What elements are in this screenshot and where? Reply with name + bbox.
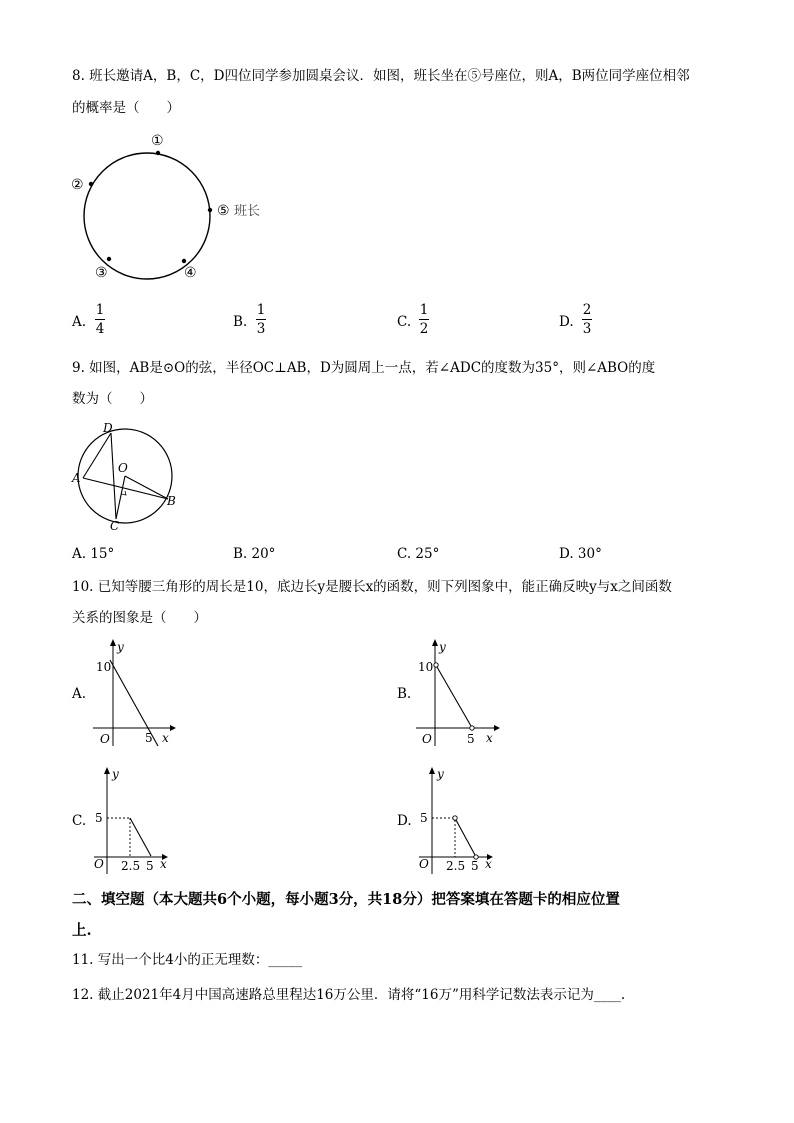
radius-ob [125,476,168,499]
q9-stem-line2: 数为（ ） [72,391,153,407]
q8-option-c-letter: C. [397,314,412,330]
q10-option-b-letter: B. [397,686,412,702]
seat-1-label: ① [151,133,164,149]
denominator: 4 [95,321,105,337]
svg-text:5: 5 [146,859,154,873]
q8-option-b-fraction [256,302,266,337]
denominator: 3 [256,321,266,337]
q9-option-a: A. 15° [72,546,115,562]
graph-b-open-endpoint-bottom [470,726,474,730]
svg-text:10: 10 [418,660,434,674]
q10-graph-c [90,764,180,876]
seat-4-label: ④ [184,265,197,281]
segment-ad [83,433,111,478]
q9-option-b: B. 20° [233,546,276,562]
q8-option-b-letter: B. [233,314,248,330]
seat-3-dot [107,257,111,261]
seat-2-label: ② [71,177,84,193]
seat-4-dot [182,259,186,263]
q10-option-a-letter: A. [72,686,87,702]
q8-option-d-letter: D. [559,314,574,330]
denominator: 3 [582,321,592,337]
seat-5-dot [208,208,212,212]
graph-d-line [456,820,475,855]
label-b: B [167,494,176,508]
svg-text:2.5: 2.5 [121,859,141,873]
segment-dc [111,433,116,519]
svg-text:5: 5 [471,859,479,873]
numerator: 1 [95,302,105,318]
label-a: A [72,471,81,485]
q10-stem-line1: 10. 已知等腰三角形的周长是10，底边长y是腰长x的函数，则下列图象中，能正确反映y与x之间函数 [72,579,672,595]
q10-option-d-letter: D. [397,813,412,829]
svg-text:5: 5 [145,731,153,745]
q8-option-c-fraction [419,302,429,337]
svg-text:O: O [100,732,110,746]
svg-text:5: 5 [95,811,103,825]
radius-oc [116,476,125,519]
q9-stem-line1: 9. 如图，AB是⊙O的弦，半径OC⊥AB，D为圆周上一点，若∠ADC的度数为35°，则∠ABO的度 [72,360,656,376]
seat-2-dot [89,182,93,186]
svg-text:x: x [162,731,169,745]
q10-graph-a [88,636,188,748]
q10-graph-b [410,636,510,748]
label-d: D [103,421,113,435]
svg-text:O: O [422,732,432,746]
numerator: 1 [419,302,429,318]
svg-text:x: x [486,731,493,745]
svg-text:y: y [439,640,446,654]
label-o: O [118,461,128,475]
q8-stem-line2: 的概率是（ ） [72,100,180,116]
q9-option-c: C. 25° [397,546,440,562]
q10-graph-d [415,764,505,876]
graph-b-open-endpoint-top [434,663,438,667]
svg-text:10: 10 [96,660,112,674]
numerator: 2 [582,302,592,318]
q8-option-d-fraction [582,302,592,337]
svg-text:O: O [94,857,104,871]
denominator: 2 [419,321,429,337]
numerator: 1 [256,302,266,318]
svg-text:y: y [437,767,444,781]
graph-d-open-endpoint-top [453,816,457,820]
svg-text:O: O [419,857,429,871]
round-table-circle [84,153,210,279]
svg-text:5: 5 [467,732,475,746]
section-2-heading-line2: 上. [72,922,92,939]
q11-stem: 11. 写出一个比4小的正无理数：_____ [72,952,303,968]
svg-text:y: y [117,640,124,654]
q10-stem-line2: 关系的图象是（ ） [72,610,207,626]
q8-stem-line1: 8. 班长邀请A，B，C，D四位同学参加圆桌会议．如图，班长坐在⑤号座位，则A，B两位同学座位相邻 [72,68,690,84]
seat-1-dot [156,151,160,155]
q12-stem: 12. 截止2021年4月中国高速路总里程达16万公里．请将“16万”用科学记数法表示记为____. [72,987,626,1003]
monitor-label: 班长 [234,204,261,219]
section-2-heading-line1: 二、填空题（本大题共6个小题，每小题3分，共18分）把答案填在答题卡的相应位置 [72,891,620,908]
seat-5-label: ⑤ [217,203,230,219]
svg-text:2.5: 2.5 [446,859,466,873]
svg-text:x: x [160,857,167,871]
label-c: C [110,519,120,532]
graph-c-line [130,818,151,856]
q10-option-c-letter: C. [72,813,87,829]
q9-option-d: D. 30° [559,546,602,562]
q8-option-a-fraction [95,302,105,337]
graph-b-line [437,667,471,726]
q9-circle-figure [68,420,183,532]
seat-3-label: ③ [95,265,108,281]
q8-option-a-letter: A. [72,314,87,330]
chord-ab [83,478,168,499]
svg-text:y: y [112,767,119,781]
q8-round-table-figure [65,128,285,283]
svg-text:5: 5 [420,811,428,825]
svg-text:x: x [485,857,492,871]
